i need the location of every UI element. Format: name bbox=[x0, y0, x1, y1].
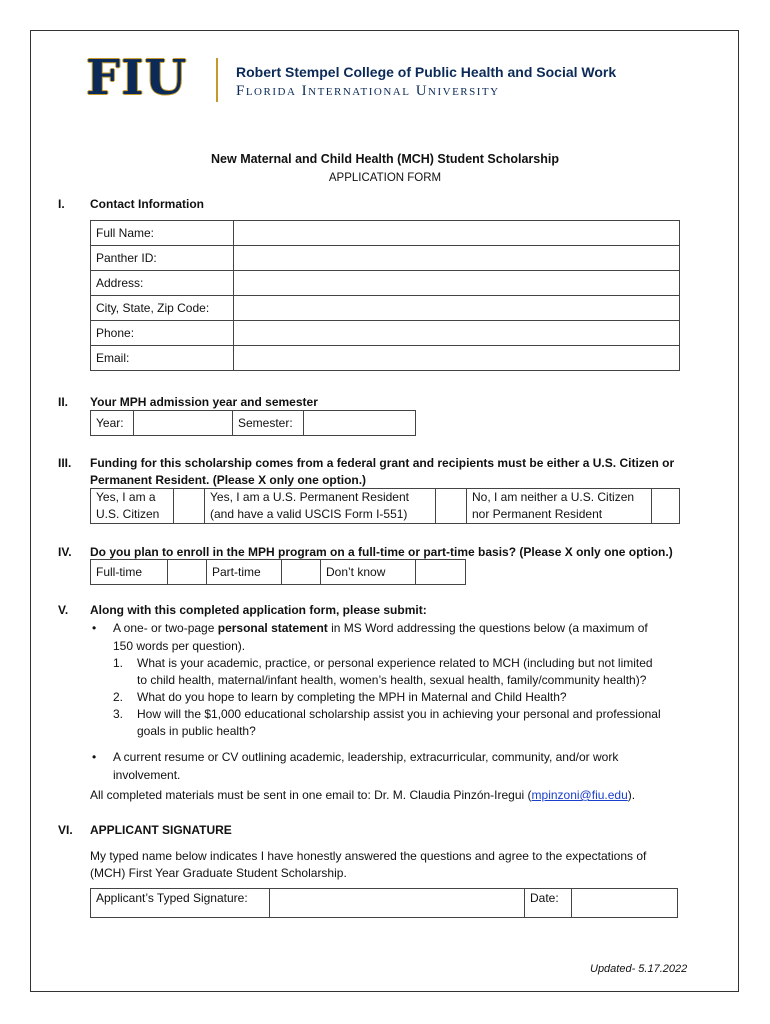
citizenship-table bbox=[90, 488, 680, 524]
bullet-1-pre: A one- or two-page bbox=[113, 621, 218, 635]
contact-email-link[interactable]: mpinzoni@fiu.edu bbox=[531, 788, 628, 802]
table-row bbox=[91, 411, 416, 436]
bullet-1-post: in MS Word addressing the questions below (a maximum of bbox=[327, 621, 648, 635]
part-time-label: Part-time bbox=[207, 560, 282, 585]
resident-option-line1: Yes, I am a U.S. Permanent Resident bbox=[210, 490, 409, 504]
panther-id-field[interactable] bbox=[234, 246, 680, 271]
signature-statement-line2: (MCH) First Year Graduate Student Scholarship. bbox=[90, 866, 347, 880]
bullet-2-line1: A current resume or CV outlining academic, leadership, extracurricular, community, and/or work bbox=[113, 750, 619, 764]
question-3-line1: How will the $1,000 educational scholarship assist you in achieving your personal and professional bbox=[137, 707, 661, 721]
email-label: Email: bbox=[91, 346, 234, 371]
admission-table bbox=[90, 410, 416, 436]
question-3-line2: goals in public health? bbox=[137, 724, 256, 738]
fiu-logo-mark: FIU bbox=[86, 50, 188, 106]
phone-field[interactable] bbox=[234, 321, 680, 346]
city-state-zip-label: City, State, Zip Code: bbox=[91, 296, 234, 321]
full-time-label: Full-time bbox=[91, 560, 168, 585]
typed-signature-label: Applicant’s Typed Signature: bbox=[91, 889, 270, 918]
typed-signature-field[interactable] bbox=[270, 889, 525, 918]
semester-label: Semester: bbox=[233, 411, 304, 436]
section-4-heading: Do you plan to enroll in the MPH program on a full-time or part-time basis? (Please X only one option.) bbox=[90, 545, 673, 559]
logo-divider bbox=[216, 58, 218, 102]
dont-know-checkbox[interactable] bbox=[416, 560, 466, 585]
bullet-2-line2: involvement. bbox=[113, 768, 181, 782]
resident-option-line2: (and have a valid USCIS Form I-551) bbox=[210, 507, 408, 521]
citizen-option-line2: U.S. Citizen bbox=[96, 507, 160, 521]
section-1-heading: Contact Information bbox=[90, 197, 204, 211]
year-label: Year: bbox=[91, 411, 134, 436]
section-1-number: I. bbox=[58, 197, 65, 211]
section-3-number: III. bbox=[58, 456, 72, 470]
address-field[interactable] bbox=[234, 271, 680, 296]
address-label: Address: bbox=[91, 271, 234, 296]
resident-checkbox[interactable] bbox=[436, 489, 467, 524]
citizen-checkbox[interactable] bbox=[174, 489, 205, 524]
section-5-number: V. bbox=[58, 603, 69, 617]
fiu-logo bbox=[86, 52, 666, 106]
contact-table bbox=[90, 220, 680, 371]
bullet-icon: • bbox=[92, 621, 97, 635]
table-row bbox=[91, 221, 680, 246]
question-1-line1: What is your academic, practice, or personal experience related to MCH (including but not limited bbox=[137, 656, 653, 670]
section-2-number: II. bbox=[58, 395, 69, 409]
table-row bbox=[91, 489, 680, 524]
question-2-number: 2. bbox=[113, 690, 124, 704]
form-subtitle: APPLICATION FORM bbox=[328, 172, 442, 184]
table-row bbox=[91, 560, 466, 585]
form-title: New Maternal and Child Health (MCH) Student Scholarship bbox=[211, 152, 559, 166]
updated-date: Updated- 5.17.2022 bbox=[590, 963, 688, 975]
email-field[interactable] bbox=[234, 346, 680, 371]
resident-option-label bbox=[205, 489, 436, 524]
section-3-heading-line1: Funding for this scholarship comes from a federal grant and recipients must be either a U.S. Citizen or bbox=[90, 456, 675, 470]
dont-know-label: Don’t know bbox=[321, 560, 416, 585]
date-label: Date: bbox=[525, 889, 572, 918]
table-row bbox=[91, 346, 680, 371]
bullet-icon: • bbox=[92, 750, 97, 764]
neither-option-label bbox=[467, 489, 652, 524]
part-time-checkbox[interactable] bbox=[282, 560, 321, 585]
section-6-heading: APPLICANT SIGNATURE bbox=[90, 823, 232, 837]
section-2-heading: Your MPH admission year and semester bbox=[90, 395, 318, 409]
email-instruction-post: ). bbox=[627, 788, 636, 802]
citizen-option-label bbox=[91, 489, 174, 524]
citizen-option-line1: Yes, I am a bbox=[96, 490, 156, 504]
personal-statement-bold: personal statement bbox=[217, 621, 328, 635]
bullet-1-line2: 150 words per question). bbox=[113, 639, 246, 653]
university-name: Florida International University bbox=[236, 83, 500, 99]
section-6-number: VI. bbox=[58, 823, 73, 837]
table-row bbox=[91, 271, 680, 296]
signature-statement-line1: My typed name below indicates I have honestly answered the questions and agree to the expectations of bbox=[90, 849, 647, 863]
panther-id-label: Panther ID: bbox=[91, 246, 234, 271]
college-name: Robert Stempel College of Public Health and Social Work bbox=[236, 64, 617, 80]
full-time-checkbox[interactable] bbox=[168, 560, 207, 585]
phone-label: Phone: bbox=[91, 321, 234, 346]
signature-table bbox=[90, 888, 678, 918]
year-field[interactable] bbox=[134, 411, 233, 436]
email-instruction bbox=[90, 787, 635, 804]
section-4-number: IV. bbox=[58, 545, 72, 559]
table-row bbox=[91, 321, 680, 346]
question-1-number: 1. bbox=[113, 656, 124, 670]
semester-field[interactable] bbox=[304, 411, 416, 436]
bullet-1-line1 bbox=[113, 620, 648, 637]
question-2: What do you hope to learn by completing the MPH in Maternal and Child Health? bbox=[137, 690, 567, 704]
city-state-zip-field[interactable] bbox=[234, 296, 680, 321]
table-row bbox=[91, 246, 680, 271]
full-name-label: Full Name: bbox=[91, 221, 234, 246]
email-instruction-pre: All completed materials must be sent in one email to: Dr. M. Claudia Pinzón-Iregui ( bbox=[90, 788, 532, 802]
neither-checkbox[interactable] bbox=[652, 489, 680, 524]
neither-option-line1: No, I am neither a U.S. Citizen bbox=[472, 490, 635, 504]
section-3-heading-line2: Permanent Resident. (Please X only one option.) bbox=[90, 473, 367, 487]
full-name-field[interactable] bbox=[234, 221, 680, 246]
table-row bbox=[91, 296, 680, 321]
date-field[interactable] bbox=[572, 889, 678, 918]
neither-option-line2: nor Permanent Resident bbox=[472, 507, 603, 521]
enrollment-table bbox=[90, 559, 466, 585]
question-3-number: 3. bbox=[113, 707, 124, 721]
table-row bbox=[91, 889, 678, 918]
question-1-line2: to child health, maternal/infant health, women’s health, sexual health, family/community health)? bbox=[137, 673, 647, 687]
section-5-heading: Along with this completed application form, please submit: bbox=[90, 603, 427, 617]
